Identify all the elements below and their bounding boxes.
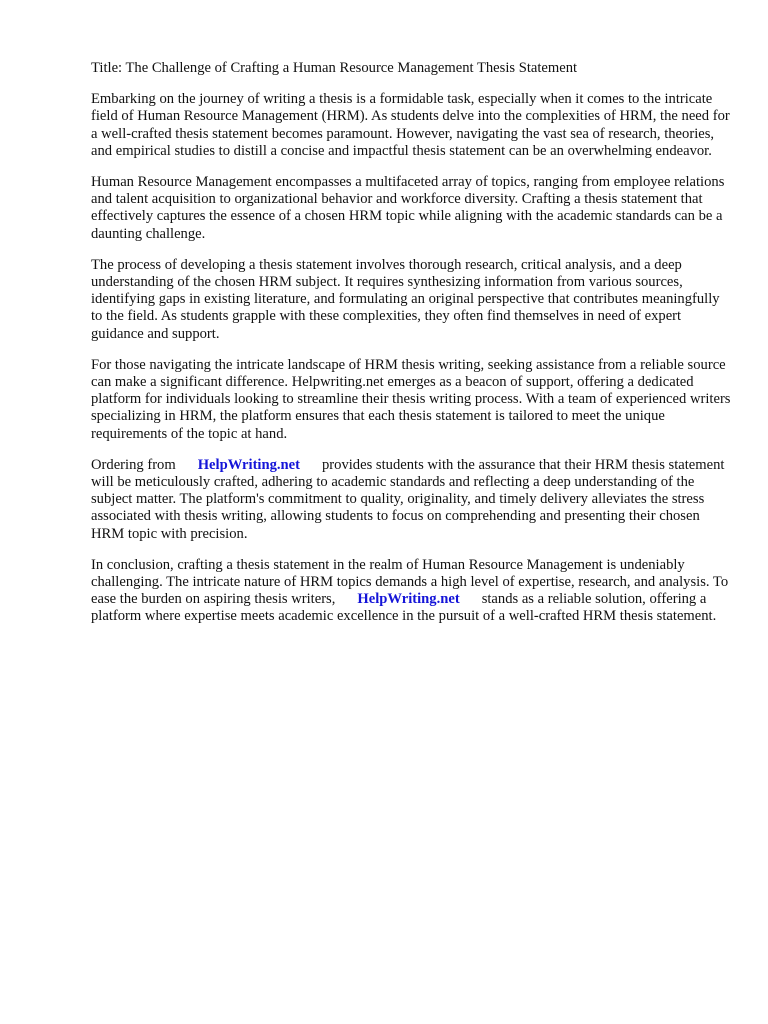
paragraph-process: The process of developing a thesis statement involves thorough research, critical analysis, and a deep understanding of the chosen HRM subject. It requires synthesizing information from various sources, identifying gaps in existing literature, and formulating an original perspective that contributes meaningfully to the field. As students grapple with these complexities, they often find themselves in need of expert guidance and support. [91,256,720,342]
document-title: Title: The Challenge of Crafting a Human Resource Management Thesis Statement [91,60,578,76]
paragraph-ordering [91,457,731,543]
helpwriting-link-conclusion[interactable]: HelpWriting.net [357,591,460,608]
ordering-text-before: Ordering from [91,456,176,473]
paragraph-assistance: For those navigating the intricate landscape of HRM thesis writing, seeking assistance from a reliable source can make a significant difference. Helpwriting.net emerges as a beacon of support, offering a dedicated platform for individuals looking to streamline their thesis writing process. With a team of experienced writers specializing in HRM, the platform ensures that each thesis statement is tailored to meet the unique requirements of the topic at hand. [91,356,731,442]
ordering-text-after: provides students with the assurance that their HRM thesis statement will be meticulously crafted, adhering to academic standards and reflecting a deep understanding of the subject matter. The platform's commitment to quality, originality, and timely delivery alleviates the stress associated with thesis writing, allowing students to focus on comprehending and presenting their chosen HRM topic with precision. [91,456,725,542]
conclusion-text-before: In conclusion, crafting a thesis statement in the realm of Human Resource Management is undeniably challenging. The intricate nature of HRM topics demands a high level of expertise, research, and analysis. To ease the burden on aspiring thesis writers, [91,556,729,608]
document-body [91,60,731,640]
helpwriting-link[interactable]: HelpWriting.net [197,456,300,473]
paragraph-topics: Human Resource Management encompasses a multifaceted array of topics, ranging from employee relations and talent acquisition to organizational behavior and workforce diversity. Crafting a thesis statement that effectively captures the essence of a chosen HRM topic while aligning with the academic standards can be a daunting challenge. [91,174,725,242]
paragraph-conclusion [91,557,731,626]
conclusion-text-after: stands as a reliable solution, offering a platform where expertise meets academic excellence in the pursuit of a well-crafted HRM thesis statement. [91,591,717,625]
paragraph-intro: Embarking on the journey of writing a thesis is a formidable task, especially when it comes to the intricate field of Human Resource Management (HRM). As students delve into the complexities of HRM, the need for a well-crafted thesis statement becomes paramount. However, navigating the vast sea of research, theories, and empirical studies to distill a concise and impactful thesis statement can be an overwhelming endeavor. [91,91,730,159]
